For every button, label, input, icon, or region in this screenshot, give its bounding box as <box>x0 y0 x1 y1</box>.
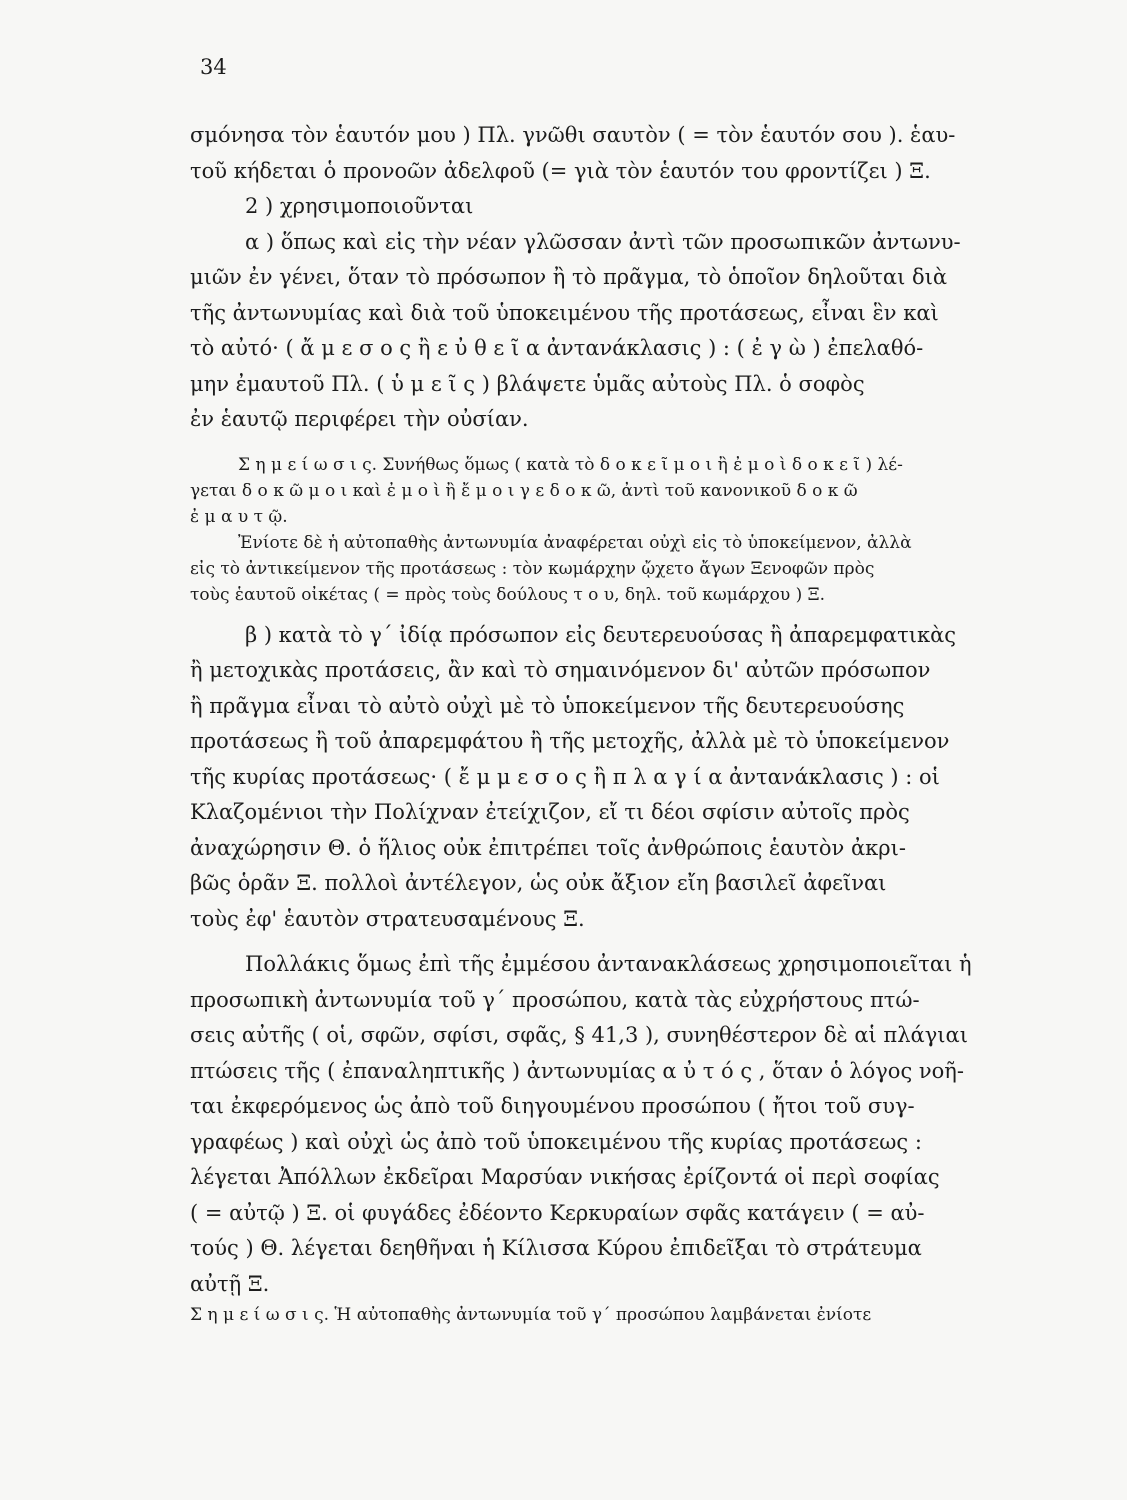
text-line: τῆς κυρίας προτάσεως· ( ἔ μ μ ε σ ο ς ἢ π λ α γ ί α ἀντανάκλασις ) : οἱ <box>190 764 940 789</box>
text-line: Κλαζομένιοι τὴν Πολίχναν ἐτείχιζον, εἴ τι δέοι σφίσιν αὐτοῖς πρὸς <box>190 800 910 824</box>
body-text <box>190 118 1030 1328</box>
page-number: 34 <box>200 55 227 79</box>
note-line: τοὺς ἑαυτοῦ οἰκέτας ( = πρὸς τοὺς δούλους τ ο υ, δηλ. τοῦ κωμάρχου ) Ξ. <box>190 584 825 605</box>
text-line: ( = αὐτῷ ) Ξ. οἱ φυγάδες ἐδέοντο Κερκυραίων σφᾶς κατάγειν ( = αὐ- <box>190 1200 925 1225</box>
note-line: ἐ μ α υ τ ῷ. <box>190 506 288 527</box>
text-line: λέγεται Ἀπόλλων ἐκδεῖραι Μαρσύαν νικήσας ἐρίζοντά οἱ περὶ σοφίας <box>190 1165 940 1189</box>
note-line: Σ η μ ε ί ω σ ι ς. Ἡ αὐτοπαθὴς ἀντωνυμία τοῦ γ΄ προσώπου λαμβάνεται ἐνίοτε <box>190 1305 872 1325</box>
text-line: α ) ὅπως καὶ εἰς τὴν νέαν γλῶσσαν ἀντὶ τῶν προσωπικῶν ἀντωνυ- <box>245 229 961 254</box>
text-line: μην ἐμαυτοῦ Πλ. ( ὑ μ ε ῖ ς ) βλάψετε ὑμᾶς αὐτοὺς Πλ. ὁ σοφὸς <box>190 371 865 396</box>
note-line: γεται δ ο κ ῶ μ ο ι καὶ ἐ μ ο ὶ ἢ ἔ μ ο ι γ ε δ ο κ ῶ, ἀντὶ τοῦ κανονικοῦ δ ο κ ῶ <box>190 480 858 501</box>
text-line: βῶς ὁρᾶν Ξ. πολλοὶ ἀντέλεγον, ὡς οὐκ ἄξιον εἴη βασιλεῖ ἀφεῖναι <box>190 871 887 895</box>
text-line: ἢ μετοχικὰς προτάσεις, ἂν καὶ τὸ σημαινόμενον δι' αὐτῶν πρόσωπον <box>190 658 931 682</box>
text-line: β ) κατὰ τὸ γ΄ ἰδίᾳ πρόσωπον εἰς δευτερευούσας ἢ ἀπαρεμφατικὰς <box>245 622 957 647</box>
text-line: τὸ αὐτό· ( ἄ μ ε σ ο ς ἢ ε ὐ θ ε ῖ α ἀντανάκλασις ) : ( ἐ γ ὼ ) ἐπελαθό- <box>190 336 924 360</box>
note-line: Ἐνίοτε δὲ ἡ αὐτοπαθὴς ἀντωνυμία ἀναφέρεται οὐχὶ εἰς τὸ ὑποκείμενον, ἀλλὰ <box>238 532 912 553</box>
text-line: τοὺς ἐφ' ἑαυτὸν στρατευσαμένους Ξ. <box>190 906 585 931</box>
text-line: ἐν ἑαυτῷ περιφέρει τὴν οὐσίαν. <box>190 407 529 431</box>
text-line: τούς ) Θ. λέγεται δεηθῆναι ἡ Κίλισσα Κύρου ἐπιδεῖξαι τὸ στράτευμα <box>190 1236 922 1260</box>
text-line: Πολλάκις ὅμως ἐπὶ τῆς ἐμμέσου ἀντανακλάσεως χρησιμοποιεῖται ἡ <box>245 952 972 976</box>
text-line: προσωπικὴ ἀντωνυμία τοῦ γ΄ προσώπου, κατὰ τὰς εὐχρήστους πτώ- <box>190 987 920 1012</box>
text-line: ἀναχώρησιν Θ. ὁ ἥλιος οὐκ ἐπιτρέπει τοῖς ἀνθρώποις ἑαυτὸν ἀκρι- <box>190 835 906 860</box>
note-line: Σ η μ ε ί ω σ ι ς. Συνήθως ὅμως ( κατὰ τὸ δ ο κ ε ῖ μ ο ι ἢ ἐ μ ο ὶ δ ο κ ε ῖ ) λέ- <box>238 454 903 475</box>
text-line: αὐτῇ Ξ. <box>190 1271 270 1296</box>
text-line: ἢ πρᾶγμα εἶναι τὸ αὐτὸ οὐχὶ μὲ τὸ ὑποκείμενον τῆς δευτερευούσης <box>190 693 905 718</box>
text-line: σεις αὐτῆς ( οἱ, σφῶν, σφίσι, σφᾶς, § 41,3 ), συνηθέστερον δὲ αἱ πλάγιαι <box>190 1023 968 1047</box>
text-line: 2 ) χρησιμοποιοῦνται <box>245 194 474 218</box>
note-line: εἰς τὸ ἀντικείμενον τῆς προτάσεως : τὸν κωμάρχην ᾤχετο ἄγων Ξενοφῶν πρὸς <box>190 558 875 579</box>
text-line: ται ἐκφερόμενος ὡς ἀπὸ τοῦ διηγουμένου προσώπου ( ἤτοι τοῦ συγ- <box>190 1094 915 1118</box>
text-line: γραφέως ) καὶ οὐχὶ ὡς ἀπὸ τοῦ ὑποκειμένου τῆς κυρίας προτάσεως : <box>190 1129 922 1154</box>
text-line: πτώσεις τῆς ( ἐπαναληπτικῆς ) ἀντωνυμίας α ὐ τ ό ς , ὅταν ὁ λόγος νοῆ- <box>190 1058 964 1083</box>
text-line: μιῶν ἐν γένει, ὅταν τὸ πρόσωπον ἢ τὸ πρᾶγμα, τὸ ὁποῖον δηλοῦται διὰ <box>190 265 948 289</box>
text-line: σμόνησα τὸν ἑαυτόν μου ) Πλ. γνῶθι σαυτὸν ( = τὸν ἑαυτόν σου ). ἑαυ- <box>190 123 956 147</box>
text-line: τοῦ κήδεται ὁ προνοῶν ἀδελφοῦ (= γιὰ τὸν ἑαυτόν του φροντίζει ) Ξ. <box>190 158 931 183</box>
text-line: προτάσεως ἢ τοῦ ἀπαρεμφάτου ἢ τῆς μετοχῆς, ἀλλὰ μὲ τὸ ὑποκείμενον <box>190 729 950 753</box>
text-line: τῆς ἀντωνυμίας καὶ διὰ τοῦ ὑποκειμένου τῆς προτάσεως, εἶναι ἓν καὶ <box>190 300 939 325</box>
